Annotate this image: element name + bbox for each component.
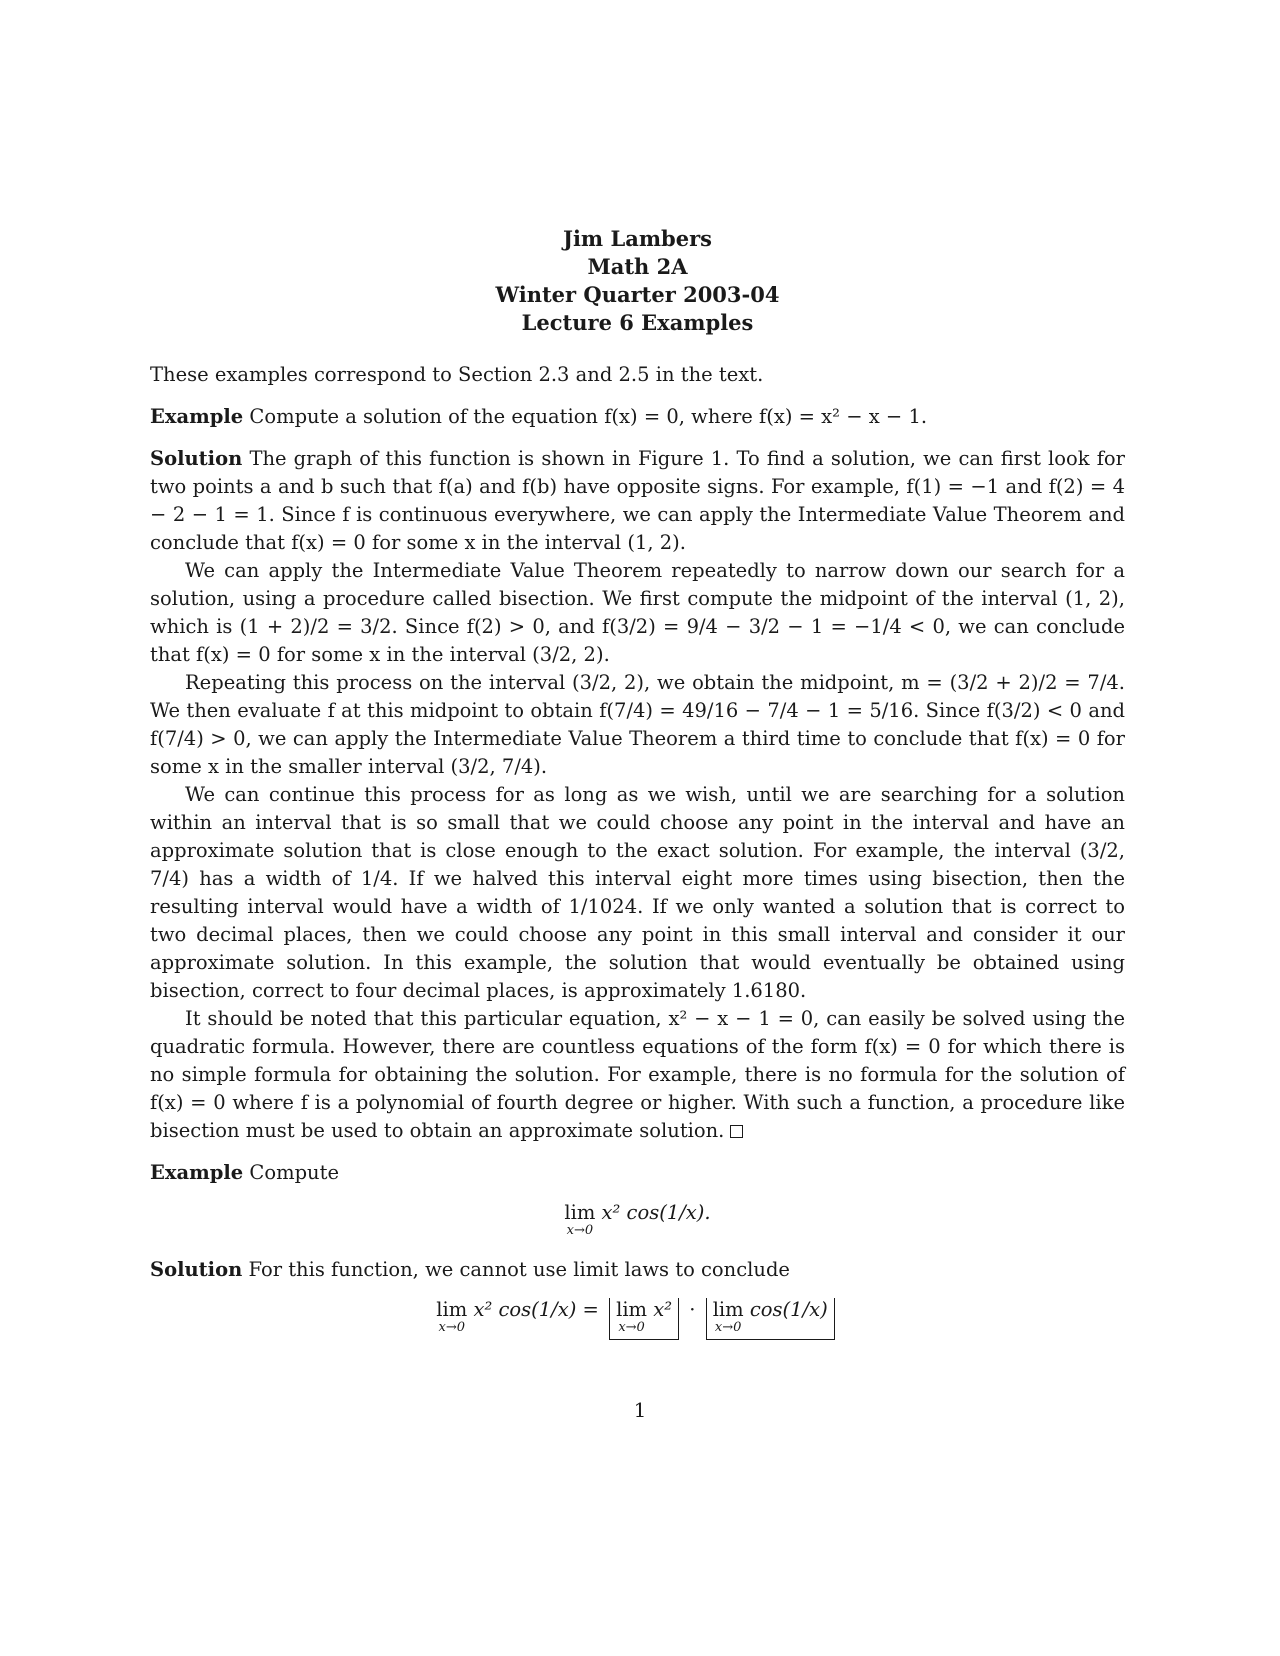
example-text: Compute a solution of the equation f(x) = 0, where f(x) = x² − x − 1. bbox=[249, 405, 928, 428]
page-number: 1 bbox=[633, 1398, 647, 1422]
example-text: Compute bbox=[249, 1161, 339, 1184]
limit-operator: lim x→0 bbox=[712, 1298, 744, 1335]
example-2 bbox=[150, 1159, 1125, 1187]
limit-operator: lim x→0 bbox=[564, 1201, 596, 1238]
intro-paragraph: These examples correspond to Section 2.3 and 2.5 in the text. bbox=[150, 363, 764, 386]
limit-operator: lim x→0 bbox=[436, 1298, 468, 1335]
bracketed-limit-2: lim x→0 cos(1/x) bbox=[706, 1298, 835, 1340]
course-name: Math 2A bbox=[587, 254, 688, 279]
solution-1-paragraph-3: Repeating this process on the interval (3/2, 2), we obtain the midpoint, m = (3/2 + 2)/2 = 7/4. We then evaluate f at this midpoint to obtain f(7/4) = 49/16 − 7/4 − 1 = 5/16. Since f(3/2) < 0 and f(7/4) > 0, we can apply the Intermediate Value Theorem a third time to conclude that f(x) = 0 for some x in the smaller interval (3/2, 7/4). bbox=[150, 671, 1125, 778]
solution-label: Solution bbox=[150, 447, 243, 470]
document-header bbox=[150, 225, 1125, 337]
bracketed-limit-1: lim x→0 x² bbox=[609, 1298, 679, 1340]
solution-text: It should be noted that this particular equation, x² − x − 1 = 0, can easily be solved using the quadratic formula. However, there are countless equations of the form f(x) = 0 for which there is no simple formula for obtaining the solution. For example, there is no formula for the solution of f(x) = 0 where f is a polynomial of fourth degree or higher. With such a function, a procedure like bisection must be used to obtain an approximate solution. bbox=[150, 1007, 1125, 1142]
document-page bbox=[150, 225, 1125, 1358]
solution-1-paragraph-4: We can continue this process for as long as we wish, until we are searching for a solution within an interval that is so small that we could choose any point in the interval and have an approximate solution that is close enough to the exact solution. For example, the interval (3/2, 7/4) has a width of 1/4. If we halved this interval eight more times using bisection, then the resulting interval would have a width of 1/1024. If we only wanted a solution that is correct to two decimal places, then we could choose any point in this small interval and consider it our approximate solution. In this example, the solution that would eventually be obtained using bisection, correct to four decimal places, is approximately 1.6180. bbox=[150, 783, 1125, 1002]
limit-law-equation bbox=[150, 1298, 1125, 1340]
solution-text: For this function, we cannot use limit laws to conclude bbox=[248, 1258, 790, 1281]
example-label: Example bbox=[150, 405, 244, 428]
multiply-dot: · bbox=[689, 1298, 696, 1321]
limit-expression: x² cos(1/x). bbox=[601, 1201, 711, 1224]
limit-operator: lim x→0 bbox=[616, 1298, 648, 1335]
solution-1-paragraph-2: We can apply the Intermediate Value Theorem repeatedly to narrow down our search for a solution, using a procedure called bisection. We first compute the midpoint of the interval (1, 2), which is (1 + 2)/2 = 3/2. Since f(2) > 0, and f(3/2) = 9/4 − 3/2 − 1 = −1/4 < 0, we can conclude that f(x) = 0 for some x in the interval (3/2, 2). bbox=[150, 559, 1125, 666]
lecture-title: Lecture 6 Examples bbox=[521, 310, 754, 335]
solution-label: Solution bbox=[150, 1258, 243, 1281]
example-1 bbox=[150, 403, 1125, 431]
author-name: Jim Lambers bbox=[563, 226, 712, 251]
solution-1-paragraph-1 bbox=[150, 445, 1125, 557]
limit-display-equation bbox=[150, 1201, 1125, 1238]
term: Winter Quarter 2003-04 bbox=[495, 282, 780, 307]
qed-box-icon bbox=[730, 1125, 743, 1138]
equation-lhs: x² cos(1/x) = bbox=[473, 1298, 599, 1321]
example-label: Example bbox=[150, 1161, 244, 1184]
solution-text: The graph of this function is shown in Figure 1. To find a solution, we can first look for two points a and b such that f(a) and f(b) have opposite signs. For example, f(1) = −1 and f(2) = 4 − 2 − 1 = 1. Since f is continuous everywhere, we can apply the Intermediate Value Theorem and conclude that f(x) = 0 for some x in the interval (1, 2). bbox=[150, 447, 1125, 554]
solution-2 bbox=[150, 1256, 1125, 1284]
solution-1-paragraph-5 bbox=[150, 1005, 1125, 1145]
